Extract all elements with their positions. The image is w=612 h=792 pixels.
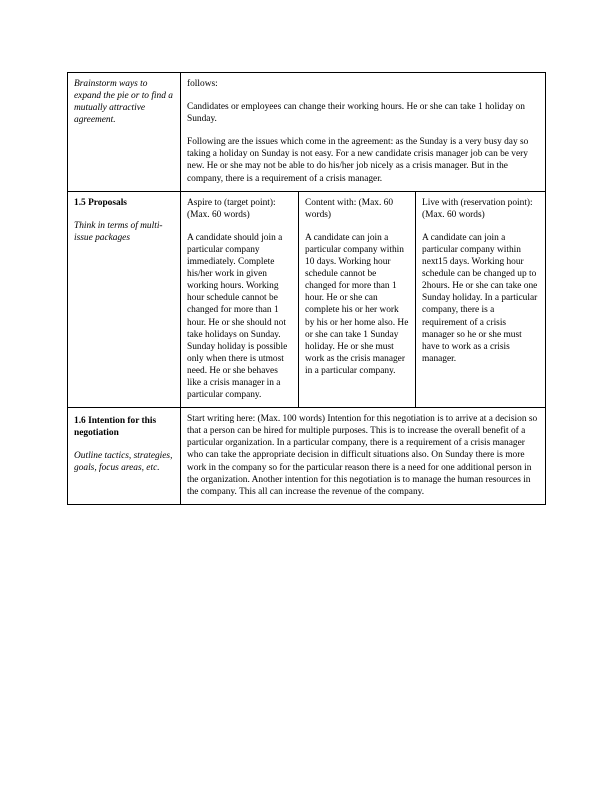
proposals-heading: 1.5 Proposals — [74, 197, 127, 208]
proposals-label-cell — [68, 191, 181, 408]
aspire-to-header: Aspire to (target point): (Max. 60 words) — [187, 197, 276, 220]
live-with-body: A candidate can join a particular company within next15 days. Working hour schedule can be changed up to 2hours. He or she can take one Sunday holiday. In a particular company, there is a requirement of a crisis manager so he or she must have to work as a crisis manager. — [422, 232, 538, 364]
aspire-to-body: A candidate should join a particular company immediately. Complete his/her work in given working hours. Working hour schedule cannot be changed for more than 1 hour. He or she should not take holidays on Sunday. Sunday holiday is possible only when there is utmost need. He or she behaves like a crisis manager in a particular company. — [187, 232, 288, 401]
proposals-prompt-text: Think in terms of multi-issue packages — [74, 220, 163, 243]
brainstorm-prompt-cell — [68, 73, 181, 192]
brainstorm-paragraph-1: follows: — [187, 79, 218, 89]
content-with-body: A candidate can join a particular company within 10 days. Working hour schedule cannot be changed for more than 1 hour. He or she can complete his or her work by his or her home also. He or she can take 1 Sunday holiday. He or she must work as the crisis manager in a particular company. — [305, 232, 409, 376]
brainstorm-paragraph-3: Following are the issues which come in the agreement: as the Sunday is a very busy day so taking a holiday on Sunday is not easy. For a new candidate crisis manager job can be very new. He or she may not be able to do his/her job nicely as a crisis manager. But in the company, there is a requirement of a crisis manager. — [187, 137, 529, 184]
live-with-header: Live with (reservation point): (Max. 60 words) — [422, 197, 533, 220]
intention-prompt-text: Outline tactics, strategies, goals, focus areas, etc. — [74, 451, 173, 474]
brainstorm-prompt-text: Brainstorm ways to expand the pie or to find a mutually attractive agreement. — [74, 79, 173, 126]
intention-label-cell — [68, 408, 181, 505]
content-with-header: Content with: (Max. 60 words) — [305, 197, 394, 220]
negotiation-planning-table — [67, 72, 546, 505]
intention-response-cell[interactable] — [181, 408, 546, 505]
proposals-content-with-cell[interactable] — [299, 191, 416, 408]
brainstorm-paragraph-2: Candidates or employees can change their working hours. He or she can take 1 holiday on Sunday. — [187, 102, 525, 125]
brainstorm-response-cell[interactable] — [181, 73, 546, 192]
table-row-proposals — [68, 191, 546, 408]
table-row-intention — [68, 408, 546, 505]
proposals-aspire-to-cell[interactable] — [181, 191, 299, 408]
table-row-brainstorm — [68, 73, 546, 192]
proposals-live-with-cell[interactable] — [416, 191, 546, 408]
intention-heading: 1.6 Intention for this negotiation — [74, 416, 157, 439]
intention-paragraph-1: Start writing here: (Max. 100 words) Intention for this negotiation is to arrive at a decision so that a person can be hired for multiple purposes. This is to increase the overall benefit of a particular organization. In a particular company, there is a requirement of a crisis manager who can take the appropriate decision in difficult situations also. On Sunday there is more work in the company so for the particular reason there is a need for one additional person in the organization. Another intention for this negotiation is to manage the human resources in the company. This all can increase the revenue of the company. — [187, 414, 538, 497]
